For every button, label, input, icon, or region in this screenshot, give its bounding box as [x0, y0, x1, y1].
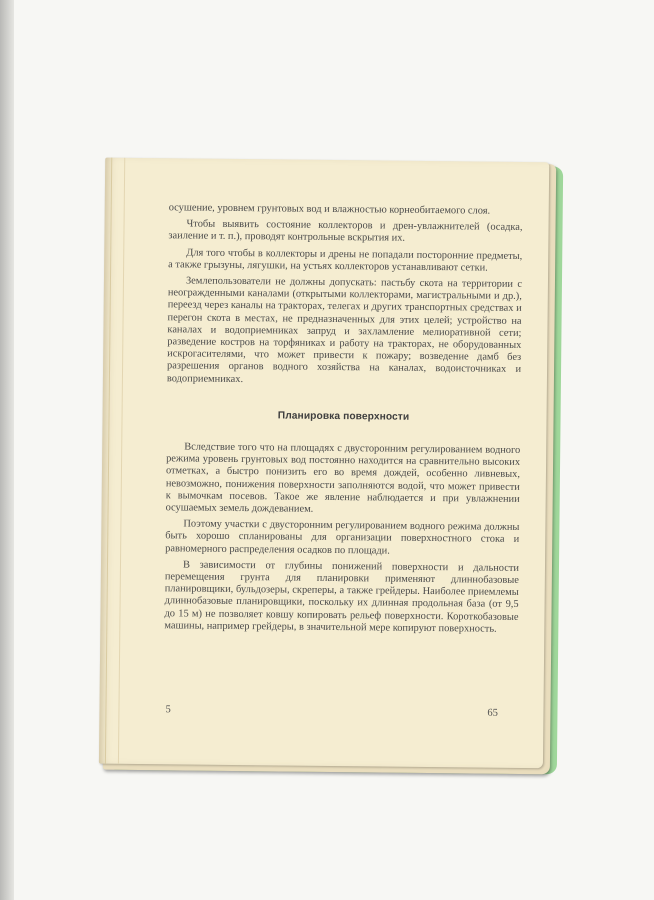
paragraph: Вследствие того что на площадях с двусторонним регулированием водного режима уровень грунтовых вод постоянно находится на сравнительно высоких отметках, а быстро понизить его во время дождей, особенно ливневых, невозможно, понижения поверхности заполняются водой, что может привести к вымочкам посевов. Такое же явление наблюдается и при увлажнении осушаемых земель дождеванием. [165, 441, 521, 515]
page-number: 65 [487, 707, 499, 719]
paragraph: Чтобы выявить состояние коллекторов и дрен-увлажнителей (осадка, заиление и т. п.), проводят контрольные вскрытия их. [168, 218, 523, 245]
paragraph: Для того чтобы в коллекторы и дрены не попадали посторонние предметы, а также грызуны, лягушки, на устьях коллекторов устанавливают сетки. [168, 247, 523, 274]
paragraph: Землепользователи не должны допускать: пастьбу скота на территории с неогражденными каналами (открытыми коллекторами, магистральными и др.), переезд через каналы на тракторах, телегах и других транспортных средствах и перегон скота в местах, не предназначенных для этих целей; устройство на каналах и водоприемниках запруд и захламление мелиоративной сети; разведение костров на торфяниках и работу на тракторах, не оборудованных искрогасителями, что может привести к пожару; возведение дамб без разрешения органов водного хозяйства на каналах, водоисточниках и водоприемниках. [166, 275, 523, 385]
page-spine-fold [105, 158, 125, 764]
paragraph: В зависимости от глубины понижений поверхности и дальности перемещения грунта для планировки применяют длиннобазовые планировщики, бульдозеры, скреперы, а также грейдеры. Наиболее приемлемы длиннобазовые планировщики, поскольку их длинная продольная база (от 9,5 до 15 м) не позволяет ковшу копировать рельеф поверхности. Короткобазовые машины, например грейдеры, в значительной мере копируют поверхность. [164, 559, 520, 635]
signature-mark: 5 [165, 704, 171, 716]
book-page [99, 158, 549, 769]
paragraph: Поэтому участки с двусторонним регулированием водного режима должны быть хорошо спланированы для организации поверхностного стока и равномерного распределения осадков по площади. [165, 518, 520, 557]
scanner-edge-shadow [0, 0, 14, 900]
page-text-body [164, 202, 523, 640]
paragraph: осушение, уровнем грунтовых вод и влажностью корнеобитаемого слоя. [168, 202, 491, 217]
section-heading: Планировка поверхности [277, 410, 410, 423]
booklet [99, 158, 565, 783]
